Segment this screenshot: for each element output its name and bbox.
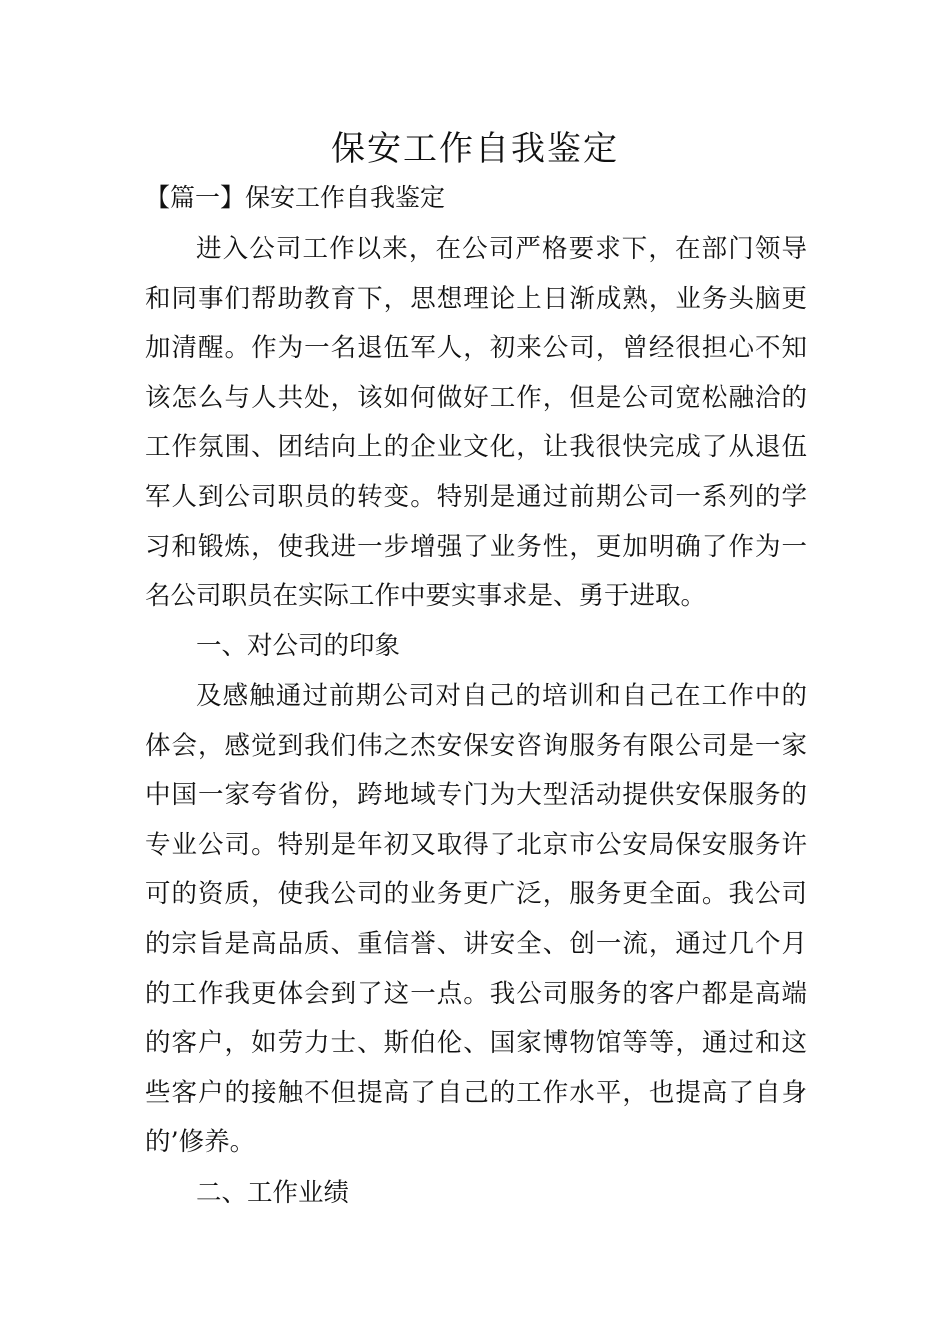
heading-work-performance: 二、工作业绩 (196, 1178, 350, 1208)
paragraph-company-impression: 及感触通过前期公司对自己的培训和自己在工作中的体会，感觉到我们伟之杰安保安咨询服务有限公司是一家中国一家夸省份，跨地域专门为大型活动提供安保服务的专业公司。特别是年初又取得了北京市公安局保安服务许可的资质，使我公司的业务更广泛，服务更全面。我公司的宗旨是高品质、重信誉、讲安全、创一流，通过几个月的工作我更体会到了这一点。我公司服务的客户都是高端的客户，如劳力士、斯伯伦、国家博物馆等等，通过和这些客户的接触不但提高了自己的工作水平，也提高了自身的’修养。 (145, 681, 807, 1158)
section-label: 【篇一】保安工作自我鉴定 (145, 183, 446, 212)
page-title: 保安工作自我鉴定 (331, 129, 619, 169)
paragraph-intro: 进入公司工作以来，在公司严格要求下，在部门领导和同事们帮助教育下，思想理论上日渐成熟，业务头脑更加清醒。作为一名退伍军人，初来公司，曾经很担心不知该怎么与人共处，该如何做好工作，但是公司宽松融洽的工作氛围、团结向上的企业文化，让我很快完成了从退伍军人到公司职员的转变。特别是通过前期公司一系列的学习和锻炼，使我进一步增强了业务性，更加明确了作为一名公司职员在实际工作中要实事求是、勇于进取。 (145, 234, 807, 612)
heading-company-impression: 一、对公司的印象 (196, 631, 401, 661)
